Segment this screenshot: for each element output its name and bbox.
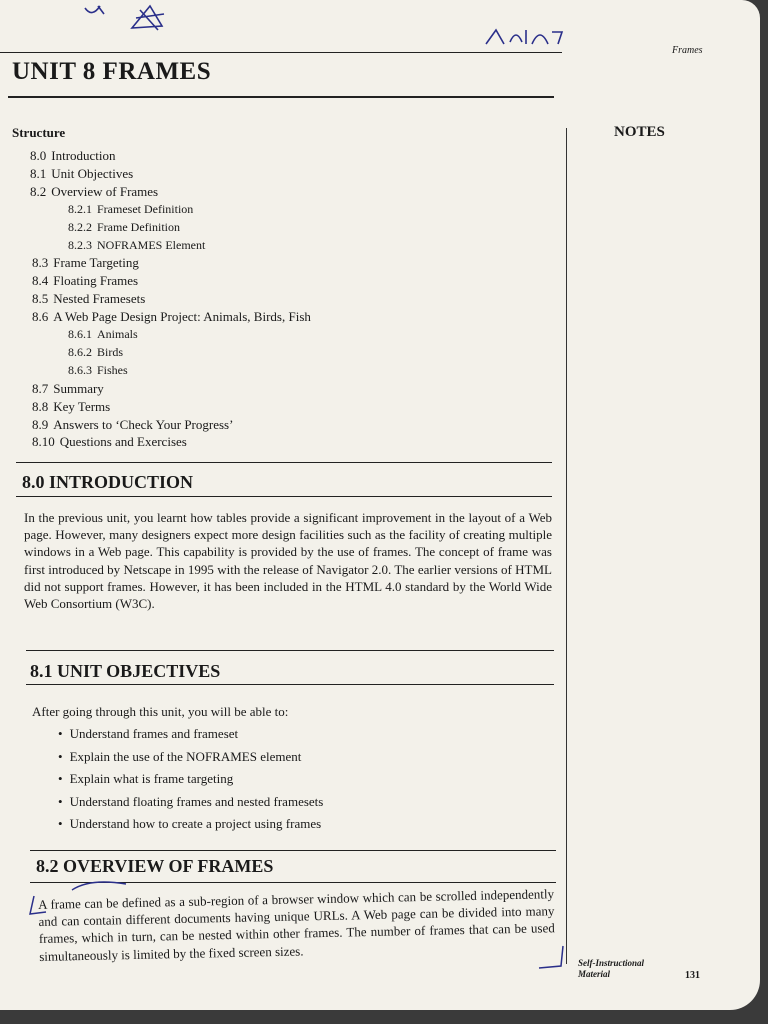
toc-number: 8.2.1 (68, 201, 92, 216)
page-number: 131 (685, 970, 700, 981)
notes-margin-line (566, 128, 567, 964)
toc-number: 8.8 (32, 398, 49, 414)
toc-entry (32, 417, 233, 433)
toc-text: Key Terms (53, 398, 111, 414)
section-heading-introduction: 8.0 INTRODUCTION (22, 472, 194, 492)
toc-entry (32, 273, 138, 289)
toc-entry (30, 148, 116, 164)
toc-entry (32, 309, 311, 325)
footer-label: Self-Instructional Material (578, 958, 645, 979)
toc-number: 8.5 (32, 291, 49, 307)
toc-text: Summary (53, 380, 104, 396)
toc-number: 8.2 (30, 183, 47, 199)
toc-text: Animals (97, 327, 138, 341)
objective-item: • Understand frames and frameset (58, 726, 323, 749)
section-rule (16, 496, 552, 497)
toc-entry (32, 434, 187, 450)
toc-number: 8.4 (32, 273, 49, 289)
toc-number: 8.2.2 (68, 219, 92, 234)
objective-item: • Explain the use of the NOFRAMES element (58, 749, 323, 772)
notes-label: NOTES (614, 124, 665, 140)
toc-text: NOFRAMES Element (97, 237, 206, 252)
toc-entry (30, 166, 133, 182)
toc-entry (32, 381, 104, 397)
toc-text: Frameset Definition (97, 201, 194, 216)
running-head: Frames (672, 45, 703, 56)
toc-text: Introduction (51, 148, 116, 163)
header-rule (0, 52, 562, 53)
toc-text: Answers to ‘Check Your Progress’ (53, 416, 234, 432)
title-rule (8, 96, 554, 98)
toc-text: Frame Definition (97, 219, 180, 234)
toc-text: A Web Page Design Project: Animals, Birds, Fish (53, 309, 311, 325)
toc-entry (68, 363, 128, 378)
section-rule (30, 850, 556, 851)
toc-text: Floating Frames (53, 273, 139, 289)
toc-number: 8.6.3 (68, 362, 92, 377)
toc-number: 8.0 (30, 148, 47, 163)
toc-number: 8.6 (32, 309, 49, 325)
section-rule (26, 684, 554, 685)
toc-entry (30, 184, 158, 200)
toc-entry (32, 255, 139, 271)
toc-text: Fishes (97, 362, 128, 377)
objectives-lead: After going through this unit, you will be able to: (32, 704, 289, 719)
section-rule (16, 462, 552, 463)
toc-entry (68, 220, 180, 235)
toc-number: 8.7 (32, 380, 49, 396)
objective-item: • Explain what is frame targeting (58, 771, 323, 794)
pen-underline-mark (70, 878, 130, 892)
toc-entry (68, 202, 193, 217)
pen-corner-mark (535, 942, 567, 972)
toc-number: 8.6.1 (68, 327, 92, 341)
toc-text: Frame Targeting (53, 255, 139, 271)
toc-number: 8.10 (32, 434, 55, 450)
doodle-header (482, 22, 572, 52)
toc-text: Unit Objectives (51, 165, 134, 181)
toc-number: 8.6.2 (68, 344, 92, 359)
introduction-paragraph: In the previous unit, you learnt how tables provide a significant improvement in the layout of a Web page. However, many designers expect more design facilities such as the facility of creating multiple windows in a Web page. This capability is provided by the use of frames. The concept of frame was first introduced by Netscape in 1995 with the release of Navigator 2.0. The earlier versions of HTML did not support frames. However, it has been included in the HTML 4.0 standard by the World Wide Web Consortium (W3C). (24, 510, 552, 612)
structure-heading: Structure (12, 125, 66, 140)
toc-number: 8.1 (30, 165, 47, 181)
toc-entry (32, 399, 110, 415)
doodle-top (80, 0, 190, 40)
objective-item: • Understand floating frames and nested framesets (58, 794, 323, 817)
toc-entry (68, 345, 123, 360)
toc-text: Overview of Frames (51, 183, 159, 199)
toc-entry (68, 327, 138, 342)
toc-text: Birds (97, 344, 124, 359)
pen-bracket-mark (28, 892, 50, 918)
section-rule (26, 650, 554, 651)
objective-item: • Understand how to create a project using frames (58, 816, 323, 839)
toc-number: 8.3 (32, 255, 49, 271)
toc-text: Questions and Exercises (59, 434, 187, 450)
unit-title: UNIT 8 FRAMES (12, 58, 212, 85)
toc-entry (68, 238, 205, 253)
objectives-list (58, 726, 323, 839)
toc-number: 8.9 (32, 416, 49, 432)
overview-paragraph: A frame can be defined as a sub-region of a browser window which can be scrolled independently and can contain different documents having unique URLs. A Web page can be divided into many frames, which in turn, can be nested within other frames. The number of frames that can be used simultaneously is limited by the fixed screen sizes. (38, 886, 555, 964)
toc-entry (32, 291, 145, 307)
section-heading-overview: 8.2 OVERVIEW OF FRAMES (36, 856, 274, 876)
toc-number: 8.2.3 (68, 237, 92, 252)
section-heading-objectives: 8.1 UNIT OBJECTIVES (30, 661, 221, 681)
toc-text: Nested Framesets (53, 291, 146, 307)
